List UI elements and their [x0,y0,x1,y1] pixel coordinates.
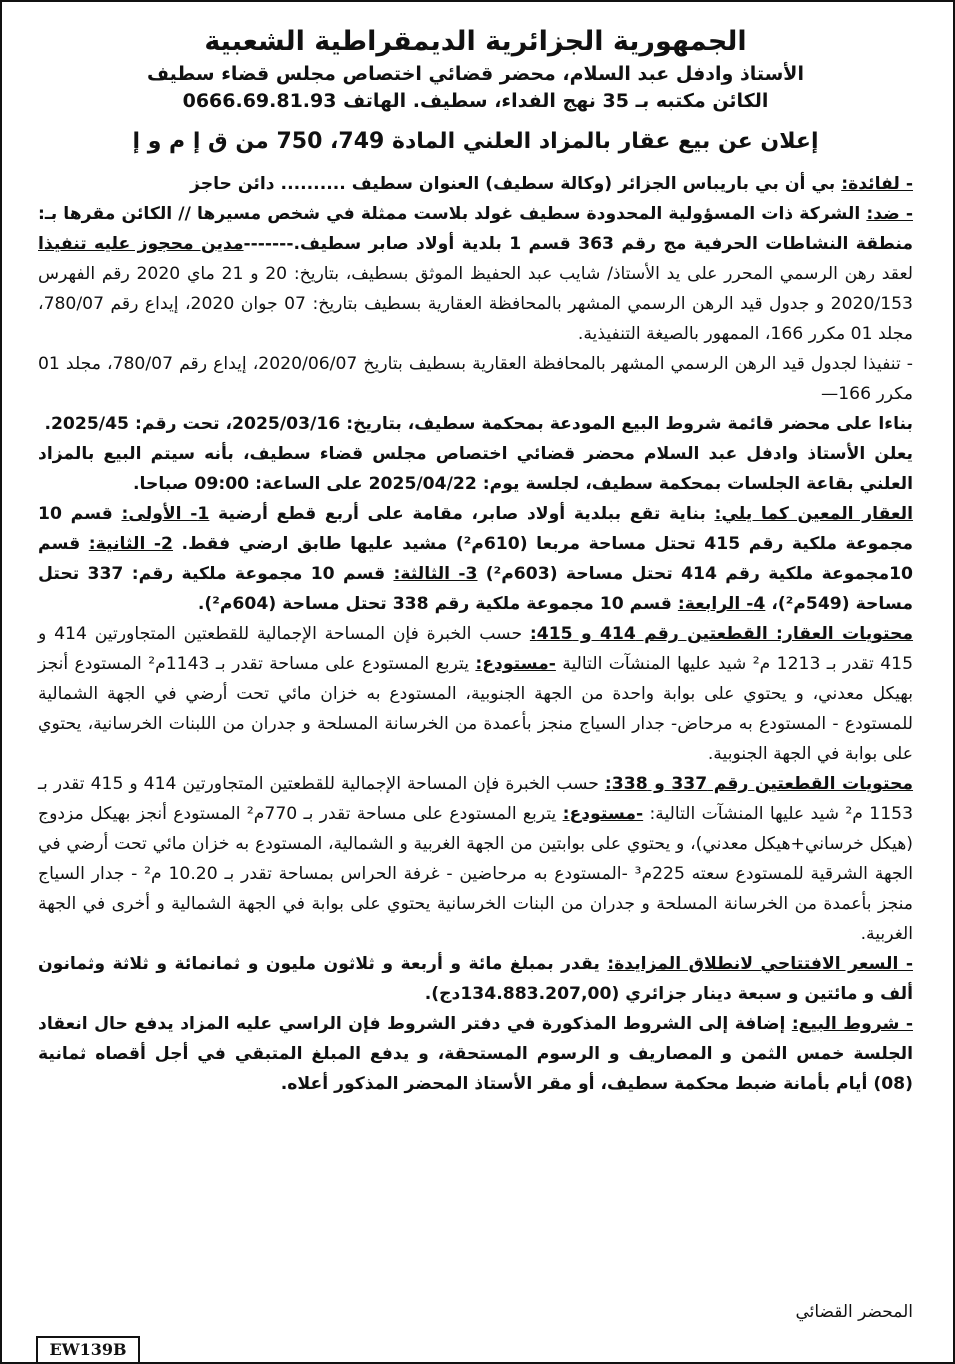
plot-4-label: 4- الرابعة: [677,594,766,614]
terms-text: إضافة إلى الشروط المذكورة في دفتر الشروط فإن الراسي عليه المزاد يدفع حال انعقاد الجلسة خمس الثمن و المصاريف و الرسوم المستحقة، و يدفع المبلغ المتبقي في أجل أقصاه ثمانية (08) أيام بأمانة ضبط محكمة سطيف، أو مقر الأستاذ المحضر المذكور أعلاه. [38,1014,913,1094]
mortgage-text: لعقد رهن الرسمي المحرر على يد الأستاذ/ شايب عبد الحفيظ الموثق بسطيف، بتاريخ: 20 و 21 ماي 2020 رقم الفهرس 2020/153 و جدول قيد الرهن الرسمي المشهر بالمحافظة العقارية بسطيف بتاريخ: 07 جوان 2020، إيداع رقم 780/07، مجلد 01 مكرر 166، الممهور بالصيغة التنفيذية. [38,264,913,344]
plot-2-label: 2- الثانية: [88,534,173,554]
minutes-paragraph: بناءا على محضر قائمة شروط البيع المودعة بمحكمة سطيف، بتاريخ: 2025/03/16، تحت رقم: 2025/45. [44,414,913,434]
against-text: الشركة ذات المسؤولية المحدودة سطيف غولد بلاست ممثلة في شخص مسيرها // الكائن مقرها بـ: منطقة النشاطات الحرفية مج رقم 363 قسم 1 بلدية أولاد صابر سطيف.------- [38,204,913,254]
price-text: يقدر بمبلغ مائة و أربعة و ثلاثون مليون و ثمانمائة و ثلاثة وثمانون ألف و مائتين و سبعة دينار جزائري (134.883.207,00دج). [38,954,913,1004]
notice-content [38,28,913,1099]
contents-1-label: محتويات العقار: القطعتين رقم 414 و 415: [529,624,914,644]
contents-2-text-a: حسب الخبرة فإن المساحة الإجمالية للقطعتين المتجاورتين 414 و 415 تقدر بـ 1153 م² شيد عليها المنشآت التالية: [38,774,914,824]
terms-label: - شروط البيع: [791,1014,913,1034]
property-text: بناية تقع ببلدية أولاد صابر، مقامة على أربع قطع أرضية [209,504,715,524]
announces-paragraph: يعلن الأستاذ وادفل عبد السلام محضر قضائي اختصاص مجلس قضاء سطيف، بأنه سيتم البيع بالمزاد العلني بقاعة الجلسات بمحكمة سطيف، لجلسة يوم: 2025/04/22 على الساعة: 09:00 صباحا. [38,444,913,494]
plot-1-label: 1- الأولى: [121,504,210,524]
warehouse-2-label: -مستودع: [562,804,644,824]
beneficiary-paragraph [38,169,913,199]
announcement-title: إعلان عن بيع عقار بالمزاد العلني المادة 749، 750 من ق إ م و إ [132,129,819,154]
terms-paragraph [38,1009,913,1099]
signature-label: المحضر القضائي [795,1302,913,1322]
beneficiary-label: - لفائدة: [841,174,913,194]
contents-1-text-b: يتربع المستودع على مساحة تقدر بـ 1143م² المستودع أنجز بهيكل معدني، و يحتوي على بوابة واحدة من الجهة الجنوبية، المستودع به خزان مائي تحت أرضي في الجهة الشمالية للمستودع - المستودع به مرحاض- جدار السياج منجز بأعمدة من الخرسانة المسلحة و جدران من اللبنات الخرسانية، يحتوي على بوابة في الجهة الجنوبية. [38,654,913,764]
contents-2-text-b: يتربع المستودع على مساحة تقدر بـ 770م² المستودع أنجز بهيكل مزدوج (هيكل خرساني+هيكل معدني)، و يحتوي على بوابتين من الجهة الغربية و الشمالية، المستودع به خزان مائي تحت أرضي في الجهة الشرقية للمستودع سعته 225م³ -المستودع به مرحاضين - غرفة الحراس بمساحة تقدر بـ 10.20 م² - جدار السياج منجز بأعمدة من الخرسانة المسلحة و جدران من البنات الخرسانية يحتوي على بوابة في الجهة الشمالية و أخرى في الجهة الغربية. [38,804,913,944]
debtor-label: مدين محجوز عليه تنفيذا [38,234,244,254]
contents-1-paragraph [38,619,913,769]
reference-code: EW139B [36,1336,140,1362]
property-paragraph [38,499,913,619]
property-label: العقار المعين كما يلي: [714,504,913,524]
plot-3-label: 3- الثالثة: [393,564,478,584]
republic-title: الجمهورية الجزائرية الديمقراطية الشعبية [204,26,747,57]
bailiff-line: الأستاذ وادفل عبد السلام، محضر قضائي اختصاص مجلس قضاء سطيف [147,63,804,85]
address-line: الكائن مكتبه بـ 35 نهج الفداء، سطيف. الهاتف 0666.69.81.93 [182,90,769,112]
contents-1-text-a: حسب الخبرة فإن المساحة الإجمالية للقطعتين المتجاورتين 414 و 415 تقدر بـ 1213 م² شيد عليها المنشآت التالية [38,624,914,674]
plot-4-text: قسم 10 مجموعة ملكية رقم 338 تحتل مساحة (604م²). [197,594,678,614]
warehouse-1-label: -مستودع: [475,654,556,674]
price-label: - السعر الافتتاحي لانطلاق المزايدة: [607,954,913,974]
plot-2-text: قسم 10مجموعة ملكية رقم 414 تحتل مساحة (603م²) [38,534,914,584]
contents-2-label: محتويات القطعتين رقم 337 و 338: [604,774,914,794]
beneficiary-text: بي أن بي باريباس الجزائر (وكالة سطيف) العنوان سطيف .......... دائن حاجز [190,174,842,194]
plot-3-text: قسم 10 مجموعة ملكية رقم: 337 تحتل مساحة (549م²)، [38,564,913,614]
against-paragraph [38,199,913,349]
against-label: - ضد: [866,204,913,224]
execution-paragraph: - تنفيذا لجدول قيد الرهن الرسمي المشهر بالمحافظة العقارية بسطيف بتاريخ 2020/06/07، إيداع رقم 780/07، مجلد 01 مكرر 166— [38,354,913,404]
contents-2-paragraph [38,769,913,949]
price-paragraph [38,949,913,1009]
plot-1-text: قسم 10 مجموعة ملكية رقم 415 تحتل مساحة مربعا (610م²) مشيد عليها طابق ارضي فقط. [38,504,914,554]
